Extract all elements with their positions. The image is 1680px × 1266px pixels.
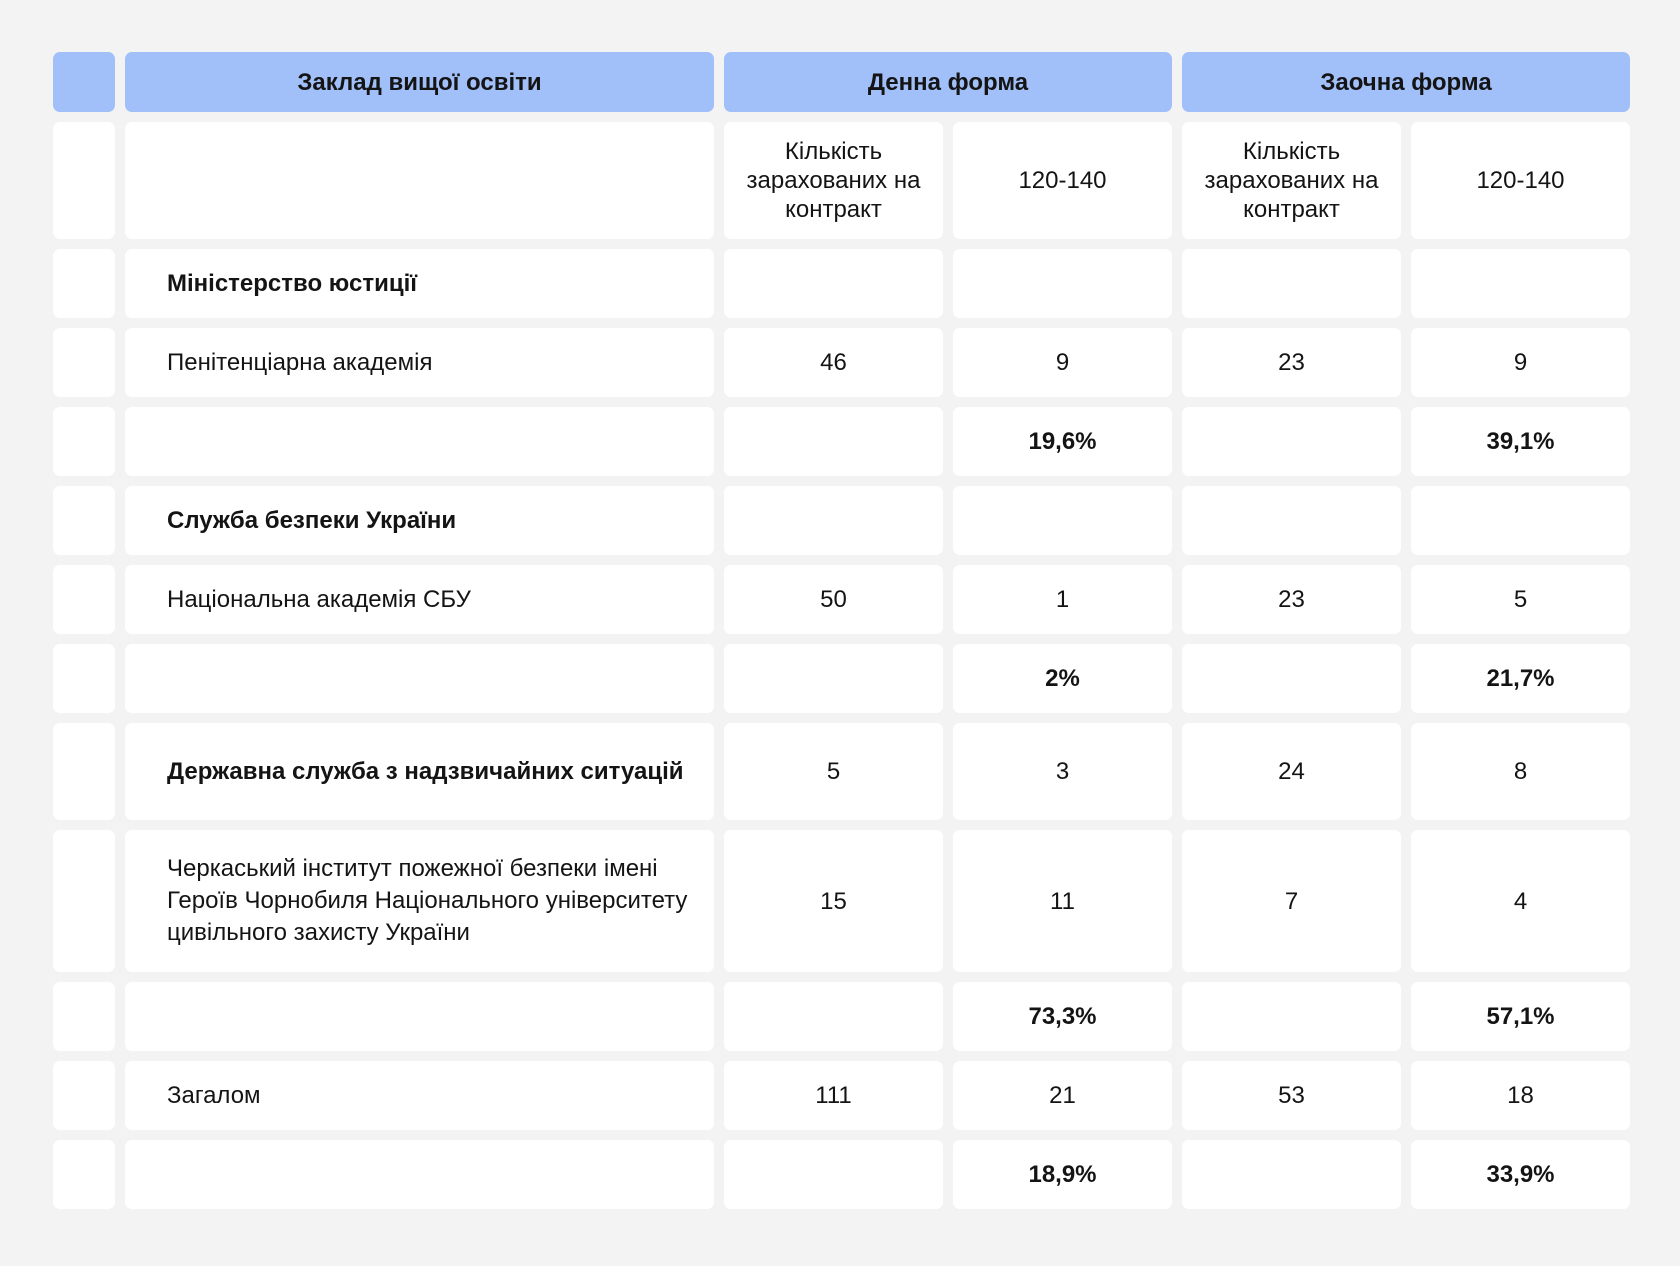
ext-count-value: 53 bbox=[1182, 1061, 1401, 1130]
ext-count-value: 23 bbox=[1182, 328, 1401, 397]
row-marker-cell bbox=[53, 1140, 115, 1209]
day-range-value bbox=[953, 486, 1172, 555]
ext-count-value bbox=[1182, 249, 1401, 318]
ext-count-value: 24 bbox=[1182, 723, 1401, 820]
day-count-value bbox=[724, 407, 943, 476]
row-marker-cell bbox=[53, 830, 115, 972]
day-percent-value: 18,9% bbox=[953, 1140, 1172, 1209]
ext-count-value: 7 bbox=[1182, 830, 1401, 972]
ext-range-value bbox=[1411, 486, 1630, 555]
subheader-institution-cell bbox=[125, 122, 714, 239]
ext-range-value: 8 bbox=[1411, 723, 1630, 820]
day-count-value bbox=[724, 486, 943, 555]
group-name: Служба безпеки України bbox=[125, 486, 714, 555]
day-count-value bbox=[724, 982, 943, 1051]
header-full-time: Денна форма bbox=[724, 52, 1172, 112]
header-corner-cell bbox=[53, 52, 115, 112]
header-part-time: Заочна форма bbox=[1182, 52, 1630, 112]
ext-percent-value: 57,1% bbox=[1411, 982, 1630, 1051]
day-count-value bbox=[724, 1140, 943, 1209]
group-name: Державна служба з надзвичайних ситуацій bbox=[125, 723, 714, 820]
ext-range-value: 4 bbox=[1411, 830, 1630, 972]
day-count-value: 15 bbox=[724, 830, 943, 972]
ext-count-value: 23 bbox=[1182, 565, 1401, 634]
subheader-ext-count: Кількість зарахованих на контракт bbox=[1182, 122, 1401, 239]
subheader-corner-cell bbox=[53, 122, 115, 239]
day-count-value: 111 bbox=[724, 1061, 943, 1130]
enrollment-table bbox=[53, 52, 1630, 1209]
institution-name bbox=[125, 982, 714, 1051]
day-count-value: 5 bbox=[724, 723, 943, 820]
day-count-value bbox=[724, 249, 943, 318]
ext-percent-value: 39,1% bbox=[1411, 407, 1630, 476]
row-marker-cell bbox=[53, 249, 115, 318]
group-name: Міністерство юстиції bbox=[125, 249, 714, 318]
ext-count-value bbox=[1182, 1140, 1401, 1209]
institution-name: Загалом bbox=[125, 1061, 714, 1130]
ext-percent-value: 33,9% bbox=[1411, 1140, 1630, 1209]
institution-name: Національна академія СБУ bbox=[125, 565, 714, 634]
day-range-value: 21 bbox=[953, 1061, 1172, 1130]
ext-count-value bbox=[1182, 644, 1401, 713]
row-marker-cell bbox=[53, 407, 115, 476]
day-percent-value: 2% bbox=[953, 644, 1172, 713]
row-marker-cell bbox=[53, 328, 115, 397]
day-range-value: 9 bbox=[953, 328, 1172, 397]
row-marker-cell bbox=[53, 1061, 115, 1130]
header-institution: Заклад вищої освіти bbox=[125, 52, 714, 112]
ext-count-value bbox=[1182, 982, 1401, 1051]
ext-range-value: 9 bbox=[1411, 328, 1630, 397]
institution-name bbox=[125, 1140, 714, 1209]
day-range-value bbox=[953, 249, 1172, 318]
day-percent-value: 19,6% bbox=[953, 407, 1172, 476]
subheader-ext-range: 120-140 bbox=[1411, 122, 1630, 239]
day-range-value: 1 bbox=[953, 565, 1172, 634]
ext-range-value: 18 bbox=[1411, 1061, 1630, 1130]
ext-count-value bbox=[1182, 486, 1401, 555]
institution-name bbox=[125, 644, 714, 713]
institution-name: Черкаський інститут пожежної безпеки імені Героїв Чорнобиля Національного університету цивільного захисту України bbox=[125, 830, 714, 972]
ext-range-value: 5 bbox=[1411, 565, 1630, 634]
subheader-day-count: Кількість зарахованих на контракт bbox=[724, 122, 943, 239]
day-count-value: 46 bbox=[724, 328, 943, 397]
ext-range-value bbox=[1411, 249, 1630, 318]
day-count-value: 50 bbox=[724, 565, 943, 634]
day-range-value: 3 bbox=[953, 723, 1172, 820]
row-marker-cell bbox=[53, 644, 115, 713]
day-percent-value: 73,3% bbox=[953, 982, 1172, 1051]
subheader-day-range: 120-140 bbox=[953, 122, 1172, 239]
ext-percent-value: 21,7% bbox=[1411, 644, 1630, 713]
institution-name: Пенітенціарна академія bbox=[125, 328, 714, 397]
ext-count-value bbox=[1182, 407, 1401, 476]
institution-name bbox=[125, 407, 714, 476]
row-marker-cell bbox=[53, 486, 115, 555]
day-count-value bbox=[724, 644, 943, 713]
row-marker-cell bbox=[53, 565, 115, 634]
row-marker-cell bbox=[53, 982, 115, 1051]
row-marker-cell bbox=[53, 723, 115, 820]
day-range-value: 11 bbox=[953, 830, 1172, 972]
